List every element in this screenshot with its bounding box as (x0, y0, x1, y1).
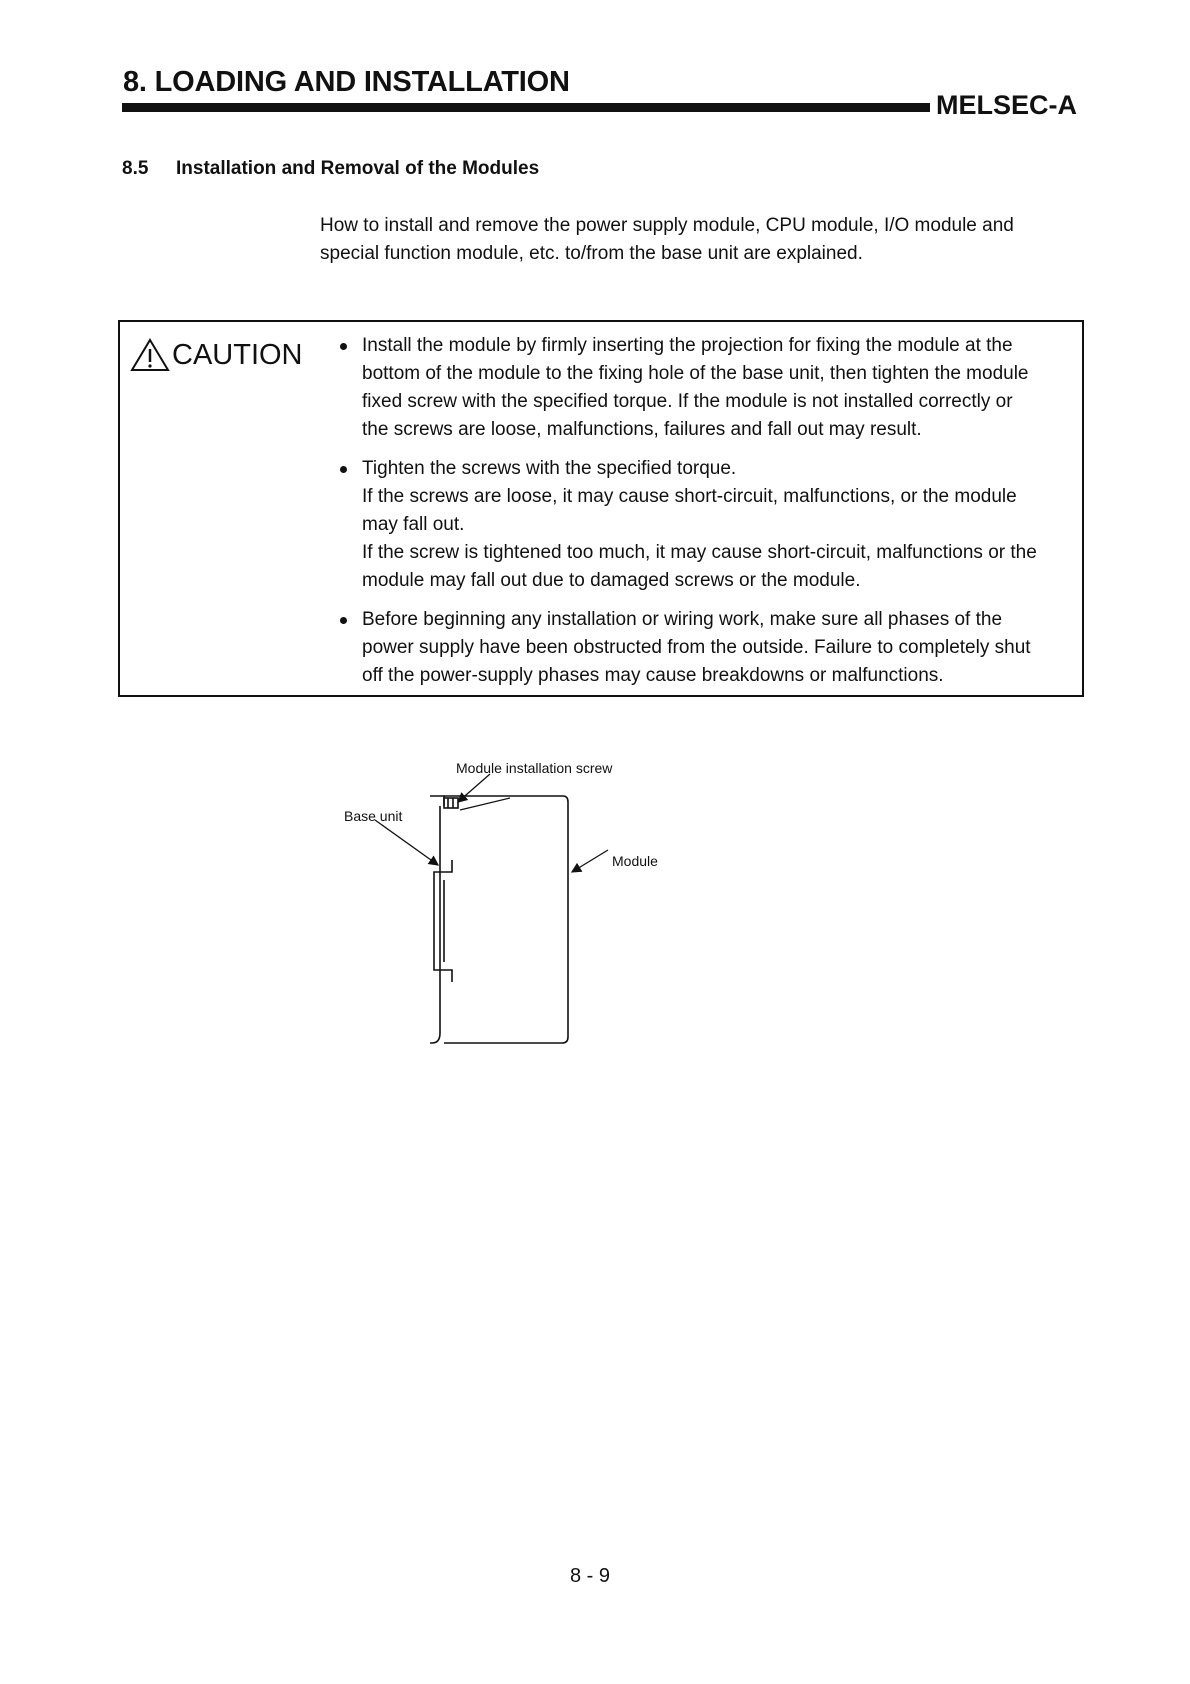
caution-line: If the screws are loose, it may cause short-circuit, malfunctions, or the module (362, 486, 1017, 507)
intro-line: How to install and remove the power supply module, CPU module, I/O module and (320, 215, 1014, 236)
caution-line: module may fall out due to damaged screws or the module. (362, 570, 861, 591)
header-rule (122, 103, 930, 112)
module-leader (572, 850, 608, 872)
caution-line: power supply have been obstructed from the outside. Failure to completely shut (362, 637, 1031, 658)
base-leader (375, 820, 438, 865)
screw-leader (458, 774, 490, 802)
chapter-title: 8. LOADING AND INSTALLATION (123, 66, 570, 98)
warning-triangle-icon (130, 338, 170, 372)
caution-item (338, 332, 1078, 444)
caution-line: may fall out. (362, 514, 465, 535)
base-unit-label: Base unit (344, 808, 403, 824)
caution-label (130, 338, 303, 372)
module-label: Module (612, 853, 658, 869)
caution-text: CAUTION (172, 339, 303, 371)
caution-line: If the screw is tightened too much, it may cause short-circuit, malfunctions or the (362, 542, 1037, 563)
intro-paragraph (320, 212, 1080, 268)
caution-line: Install the module by firmly inserting the projection for fixing the module at the (362, 335, 1013, 356)
section-title: Installation and Removal of the Modules (176, 158, 540, 179)
screw-leader (460, 798, 510, 810)
installation-diagram (340, 750, 680, 1070)
brand-name: MELSEC-A (936, 90, 1077, 120)
section-number: 8.5 (122, 158, 149, 179)
module-diagram-drawing (340, 750, 680, 1070)
caution-item (338, 455, 1078, 595)
caution-line: Tighten the screws with the specified torque. (362, 458, 737, 479)
caution-line: off the power-supply phases may cause breakdowns or malfunctions. (362, 665, 944, 686)
caution-box (118, 320, 1084, 697)
page-number: 8 - 9 (570, 1565, 611, 1587)
caution-line: bottom of the module to the fixing hole of the base unit, then tighten the module (362, 363, 1029, 384)
caution-item (338, 606, 1078, 690)
intro-line: special function module, etc. to/from the base unit are explained. (320, 243, 863, 264)
section-heading (122, 158, 539, 180)
screw-label: Module installation screw (456, 760, 613, 776)
caution-list (338, 332, 1078, 701)
caution-line: Before beginning any installation or wiring work, make sure all phases of the (362, 609, 1003, 630)
caution-line: the screws are loose, malfunctions, failures and fall out may result. (362, 419, 922, 440)
caution-line: fixed screw with the specified torque. If the module is not installed correctly or (362, 391, 1013, 412)
